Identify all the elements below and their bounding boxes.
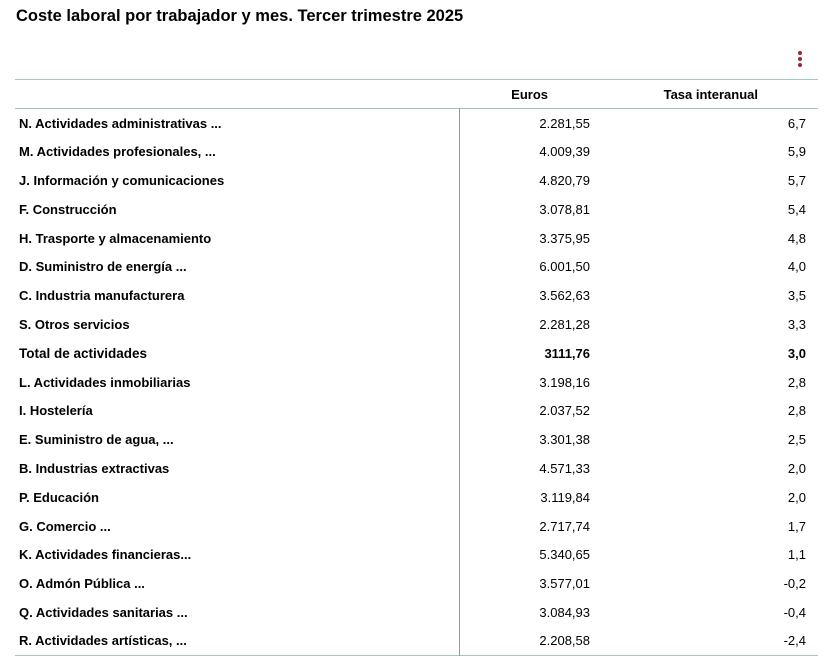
row-label: G. Comercio ... [15,512,460,541]
row-label: N. Actividades administrativas ... [15,109,460,138]
table-row [15,224,818,253]
row-euros: 3.562,63 [539,288,590,304]
row-euros: 2.281,28 [539,316,590,332]
table-row [15,252,818,281]
table-row [15,512,818,541]
row-tasa: 2,0 [787,489,806,505]
row-euros: 3.301,38 [539,432,590,448]
table-row-total [15,339,818,368]
row-tasa: 4,0 [787,259,806,275]
row-tasa: 2,8 [787,403,806,419]
row-label: E. Suministro de agua, ... [15,425,460,454]
row-label: F. Construcción [15,195,460,224]
row-euros: 6.001,50 [539,259,590,275]
row-tasa: 5,4 [787,201,806,217]
row-tasa: 2,5 [787,432,806,448]
table-row [15,310,818,339]
row-tasa: 5,9 [787,144,806,160]
row-euros: 2.281,55 [539,115,590,131]
row-label: J. Información y comunicaciones [15,166,460,195]
table-row [15,166,818,195]
row-label: S. Otros servicios [15,310,460,339]
row-tasa: 5,7 [787,172,806,188]
row-tasa: 2,0 [787,460,806,476]
row-label: L. Actividades inmobiliarias [15,368,460,397]
row-euros: 5.340,65 [539,547,590,563]
table-row [15,425,818,454]
table-header [15,80,818,109]
table-row [15,483,818,512]
row-tasa: -2,4 [783,633,806,649]
table-row [15,109,818,138]
row-tasa: -0,2 [783,576,806,592]
row-euros: 4.571,33 [539,460,590,476]
header-euros[interactable]: Euros [511,86,548,102]
row-tasa: 3,5 [787,288,806,304]
row-label: C. Industria manufacturera [15,281,460,310]
row-label: B. Industrias extractivas [15,454,460,483]
row-label: Q. Actividades sanitarias ... [15,598,460,627]
row-label: I. Hostelería [15,396,460,425]
row-euros: 4.009,39 [539,144,590,160]
table-row [15,281,818,310]
header-tasa[interactable]: Tasa interanual [663,86,758,102]
table-row [15,137,818,166]
row-euros: 3.078,81 [539,201,590,217]
row-euros: 3.119,84 [540,489,590,505]
row-tasa: 6,7 [787,115,806,131]
row-euros: 3.198,16 [539,374,590,390]
row-tasa: 1,1 [787,547,806,563]
row-label: H. Trasporte y almacenamiento [15,224,460,253]
row-euros: 2.717,74 [539,518,590,534]
row-label: K. Actividades financieras... [15,540,460,569]
data-table [15,79,818,656]
row-tasa: 3,3 [787,316,806,332]
row-tasa: 2,8 [787,374,806,390]
row-euros: 4.820,79 [539,172,590,188]
row-tasa: -0,4 [783,604,806,620]
row-euros: 3.577,01 [539,576,590,592]
table-row [15,396,818,425]
row-euros: 3111,76 [544,345,590,361]
table-row [15,540,818,569]
kebab-menu-icon[interactable] [794,51,806,71]
table-row [15,598,818,627]
row-tasa: 1,7 [787,518,806,534]
row-label: P. Educación [15,483,460,512]
row-tasa: 4,8 [787,230,806,246]
row-label: D. Suministro de energía ... [15,252,460,281]
table-row [15,195,818,224]
row-euros: 2.037,52 [539,403,590,419]
table-row [15,368,818,397]
row-euros: 2.208,58 [539,633,590,649]
page-title: Coste laboral por trabajador y mes. Tercer trimestre 2025 [16,7,464,25]
row-euros: 3.084,93 [539,604,590,620]
row-tasa: 3,0 [787,345,806,361]
header-label [15,80,460,109]
row-label: Total de actividades [15,339,460,368]
row-label: O. Admón Pública ... [15,569,460,598]
table-row [15,454,818,483]
row-euros: 3.375,95 [539,230,590,246]
table-row [15,627,818,656]
row-label: M. Actividades profesionales, ... [15,137,460,166]
table-row [15,569,818,598]
row-label: R. Actividades artísticas, ... [15,627,460,656]
